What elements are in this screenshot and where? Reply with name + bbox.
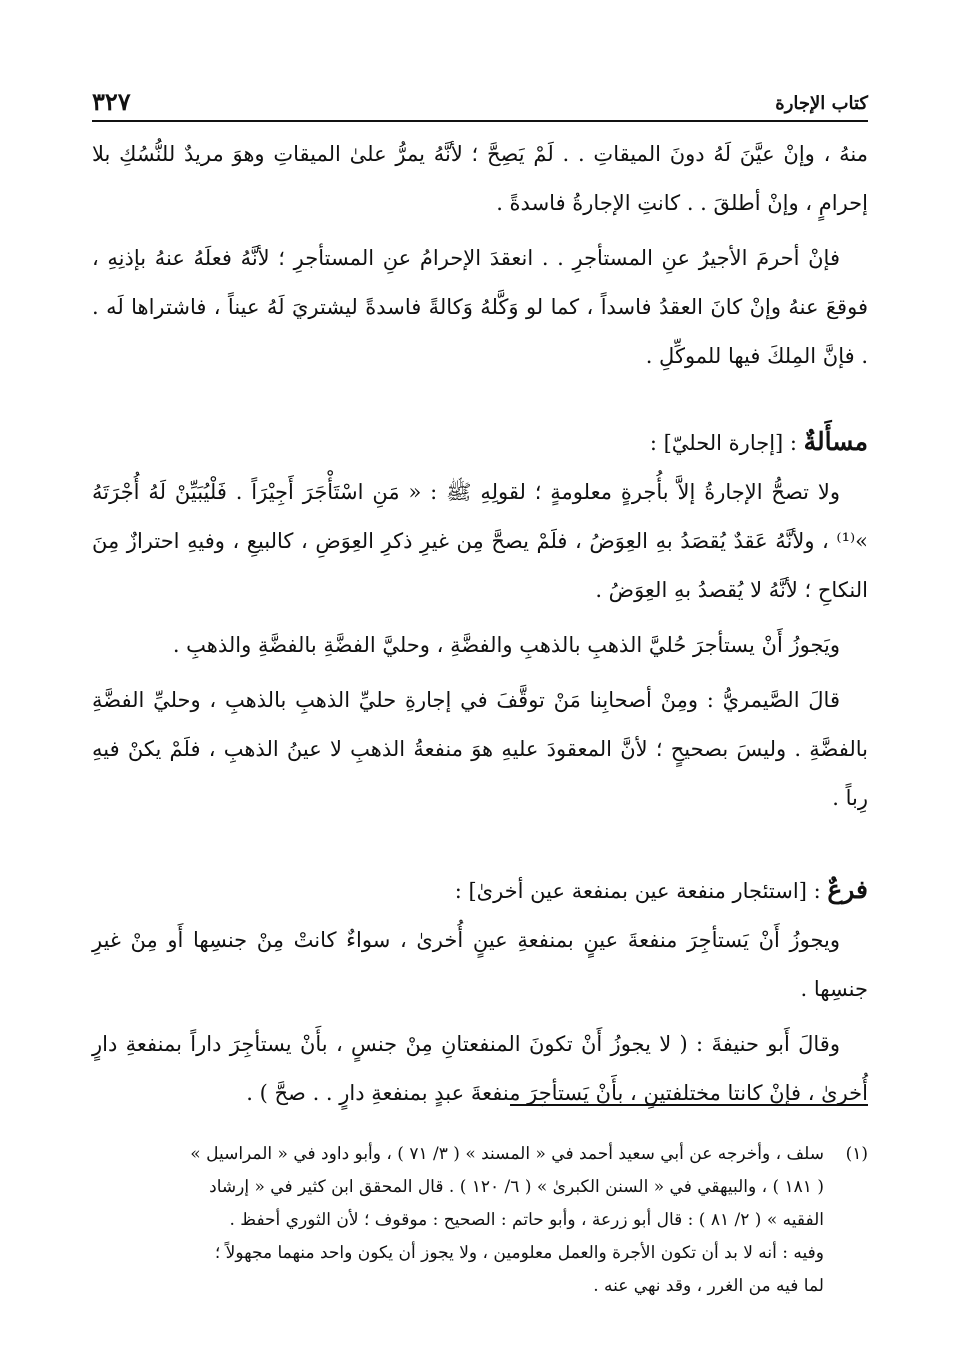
footnote-1 — [92, 1138, 868, 1303]
paragraph-4: ويَجوزُ أَنْ يستأجرَ حُليَّ الذهبِ بالذهبِ والفضَّةِ ، وحليَّ الفضَّةِ بالفضَّةِ والذهبِ . — [172, 633, 840, 657]
section-keyword: فرعٌ — [827, 875, 868, 904]
section-keyword: مسأَلةٌ — [803, 427, 868, 456]
footnotes — [92, 1138, 868, 1303]
section-heading-far — [92, 865, 868, 916]
page-number: ٣٢٧ — [92, 87, 131, 116]
running-title: كتاب الإجارة — [775, 93, 868, 114]
paragraph-7: وقالَ أَبو حنيفةَ : ( لا يجوزُ أَنْ تكونَ المنفعتانِ مِنْ جنسٍ ، بأَنْ يستأجِرَ داراً بمنفعةِ دارٍ أُخرىٰ ، فإنْ كانتا مختلفتينِ ، بأَنْ يَستأجِرَ منفعةَ عبدٍ بمنفعةِ دارٍ . . صحَّ ) . — [92, 1032, 868, 1105]
paragraph-1: منهُ ، وإنْ عيَّنَ لَهُ دونَ الميقاتِ . . لَمْ يَصِحَّ ؛ لأنَّهُ يمرُّ علىٰ الميقاتِ وهوَ مريدٌ للنُّسُكِ بلا إحرامٍ ، وإنْ أطلقَ . . كانتِ الإجارةُ فاسدةً . — [92, 142, 868, 215]
footnote-line: لما فيه من الغرر ، وقد نهي عنه . — [593, 1276, 824, 1296]
footnote-line: ( ١٨١ ) ، والبيهقي في « السنن الكبرىٰ » ( ٦/ ١٢٠ ) . قال المحقق ابن كثير في « إرشاد — [209, 1177, 824, 1197]
section-title: : [إجارة الحليّ] : — [649, 431, 804, 455]
paragraph-5: قالَ الصَّيمريُّ : ومِنْ أصحابِنا مَنْ توقَّفَ في إجارةِ حليِّ الذهبِ بالذهبِ ، وحليِّ الفضَّةِ بالفضَّةِ . وليسَ بصحيحٍ ؛ لأنَّ المعقودَ عليهِ هوَ منفعةُ الذهبِ لا عينُ الذهبِ ، فلَمْ يكنْ فيهِ رِباً . — [92, 688, 868, 810]
page-header — [92, 80, 868, 122]
footnote-number: (١) — [845, 1144, 868, 1164]
section-title: : [استئجار منفعة عين بمنفعة عين أخرىٰ] : — [454, 879, 828, 903]
footnote-divider — [510, 1104, 868, 1106]
footnote-text — [92, 1138, 824, 1303]
paragraph-2: فإنْ أحرمَ الأجيرُ عنِ المستأجرِ . . انعقدَ الإحرامُ عنِ المستأجرِ ؛ لأنَّهُ فعلَهُ عنهُ بإذنِهِ ، فوقعَ عنهُ وإنْ كانَ العقدُ فاسداً ، كما لو وَكَّلهُ وَكالةً فاسدةً ليشتريَ لَهُ عيناً ، فاشتراها لَه . . فإنَّ المِلكَ فيها للموكِّلِ . — [92, 246, 868, 368]
footnote-line: وفيه : أنه لا بد أن تكون الأجرة والعمل معلومين ، ولا يجوز أن يكون واحد منهما مجهولاً ؛ — [214, 1243, 824, 1263]
footnote-line: سلف ، وأخرجه عن أبي سعيد أحمد في « المسند » ( ٣/ ٧١ ) ، وأبو داود في « المراسيل » — [190, 1144, 824, 1164]
paragraph-3: ولا تصحُّ الإجارةُ إلاَّ بأُجرةٍ معلومةٍ ؛ لقولِهِ ﷺ : « مَنِ اسْتَأْجَرَ أَجِيْرَاً . فَلْيُبَيِّنْ لَهُ أُجْرَتَهُ »⁽¹⁾ ، ولأنَّهُ عَقدٌ يُقصَدُ بهِ العِوَضُ ، فلَمْ يصحَّ مِن غيرِ ذكرِ العِوَضِ ، كالبيعِ ، وفيهِ احترازٌ مِنَ النكاحِ ؛ لأنَّهُ لا يُقصدُ بهِ العِوَضُ . — [92, 480, 868, 602]
paragraph-6: ويجوزُ أَنْ يَستأجِرَ منفعةَ عينٍ بمنفعةِ عينٍ أُخرىٰ ، سواءٌ كانتْ مِنْ جنسِها أَو مِنْ غيرِ جنسِها . — [92, 928, 868, 1001]
section-heading-masala — [92, 417, 868, 468]
page-body — [92, 130, 868, 1124]
footnote-line: الفقيه » ( ٢/ ٨١ ) : قال أبو زرعة ، وأبو حاتم : الصحيح : موقوف ؛ لأن الثوري أحفظ . — [229, 1210, 824, 1230]
